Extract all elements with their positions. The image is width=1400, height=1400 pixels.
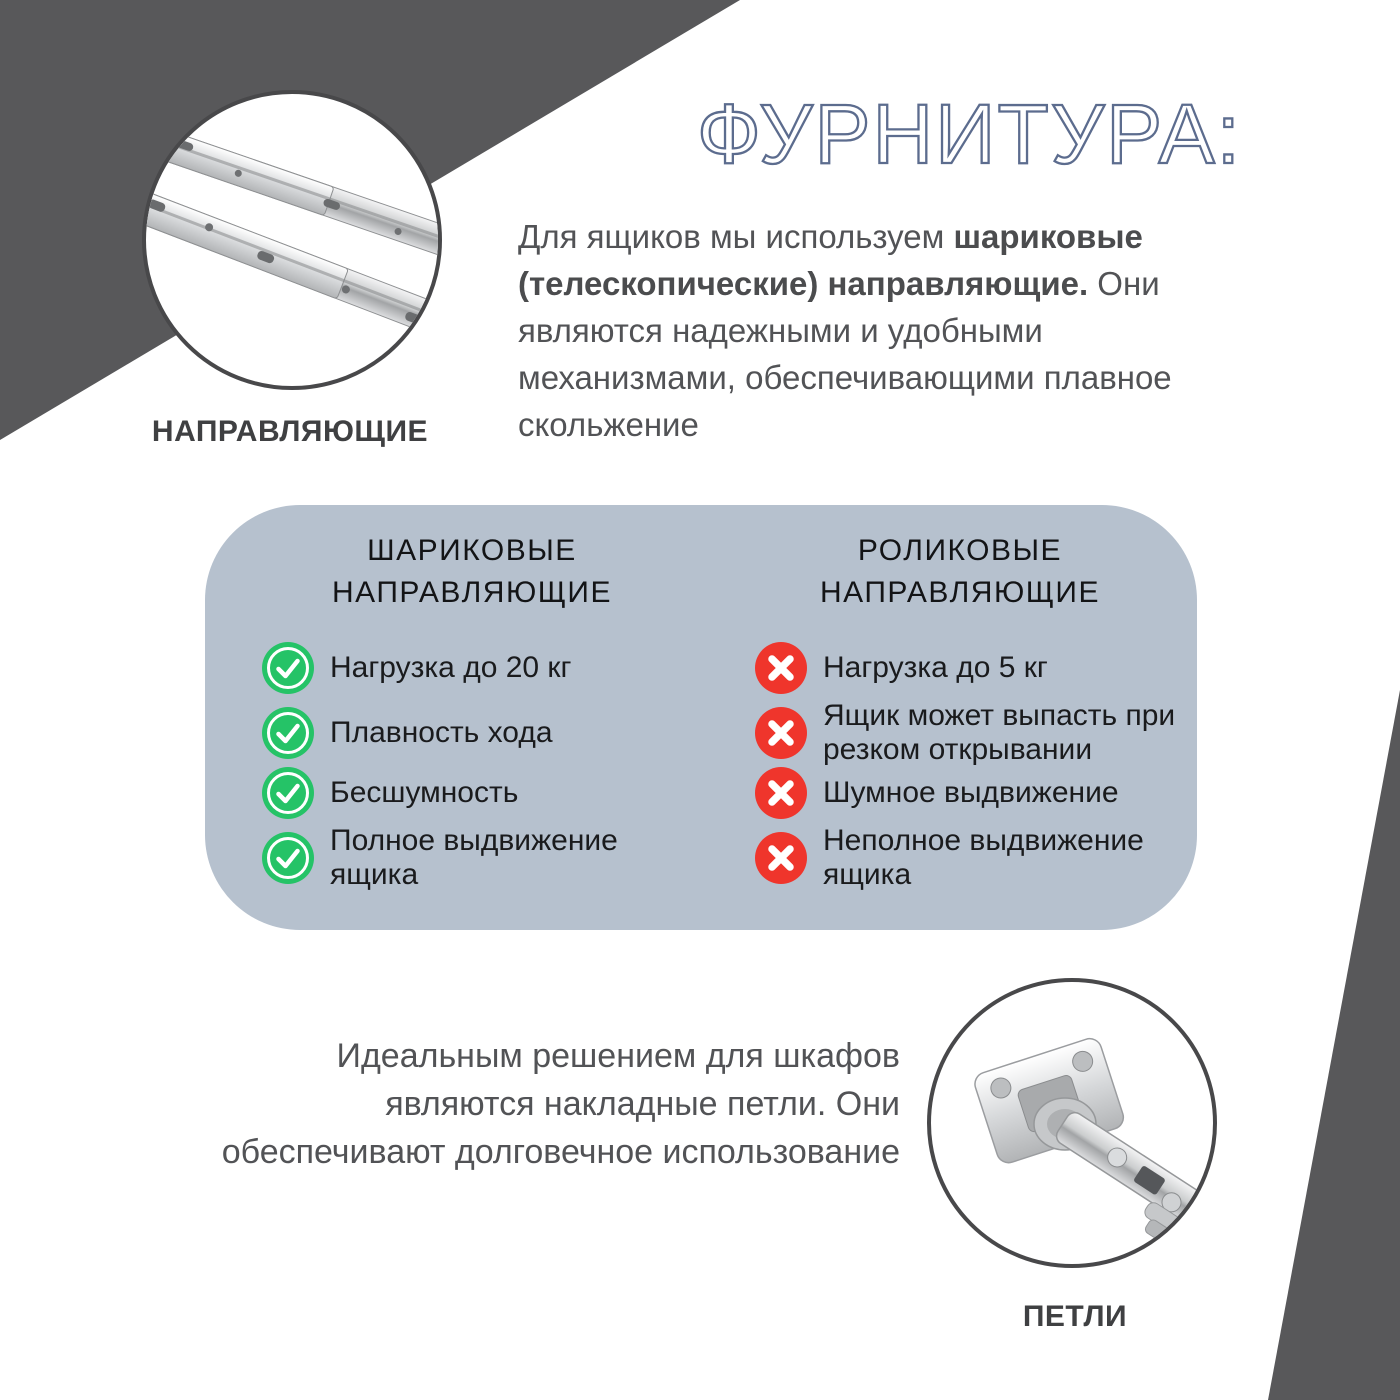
- pro-item-row: [262, 642, 710, 694]
- drawer-slides-photo: [146, 94, 442, 390]
- con-item-row: [755, 699, 1183, 766]
- check-icon: [262, 767, 314, 819]
- intro-paragraph: [518, 213, 1218, 448]
- hinge-photo-circle: [927, 978, 1217, 1268]
- pro-item-label: Нагрузка до 20 кг: [330, 651, 572, 684]
- column-header-line: НАПРАВЛЯЮЩИЕ: [820, 576, 1100, 609]
- hinge-photo: [931, 982, 1217, 1268]
- pro-item-label: Плавность хода: [330, 716, 553, 749]
- pro-item-row: [262, 707, 710, 759]
- con-item-label: Неполное выдвижение ящика: [823, 824, 1144, 891]
- slides-photo-circle: [142, 90, 442, 390]
- con-item-label: Нагрузка до 5 кг: [823, 651, 1048, 684]
- slides-circle-label: НАПРАВЛЯЮЩИЕ: [151, 415, 429, 448]
- con-item-row: [755, 767, 1203, 819]
- con-item-label: Ящик может выпасть при резком открывании: [823, 699, 1176, 766]
- page-title: ФУРНИТУРА:: [697, 87, 1242, 181]
- intro-text-regular: Для ящиков мы используем: [518, 218, 954, 255]
- column-header-ball-slides: [267, 530, 677, 614]
- comparison-panel: [205, 505, 1197, 930]
- pro-item-row: [262, 767, 710, 819]
- column-header-line: НАПРАВЛЯЮЩИЕ: [332, 576, 612, 609]
- cross-icon: [755, 767, 807, 819]
- cross-icon: [755, 707, 807, 759]
- cross-icon: [755, 642, 807, 694]
- cross-icon: [755, 832, 807, 884]
- con-item-label: Шумное выдвижение: [823, 776, 1119, 809]
- column-header-line: РОЛИКОВЫЕ: [857, 534, 1063, 567]
- column-header-line: ШАРИКОВЫЕ: [367, 534, 577, 567]
- column-header-roller-slides: [755, 530, 1165, 614]
- check-icon: [262, 642, 314, 694]
- con-item-row: [755, 824, 1183, 891]
- con-item-row: [755, 642, 1203, 694]
- check-icon: [262, 707, 314, 759]
- pro-item-row: [262, 824, 660, 891]
- pro-item-label: Полное выдвижение ящика: [330, 824, 618, 891]
- intro-text-bold: шариковые (телескопические) направляющие.: [518, 218, 1143, 302]
- hinges-paragraph: Идеальным решением для шкафов являются накладные петли. Они обеспечивают долговечное использование: [221, 1037, 900, 1171]
- pro-item-label: Бесшумность: [330, 776, 519, 809]
- intro-text-regular-2: Они являются надежными и удобными механизмами, обеспечивающими плавное скольжение: [518, 265, 1172, 443]
- check-icon: [262, 832, 314, 884]
- hinge-circle-label: ПЕТЛИ: [1022, 1300, 1128, 1333]
